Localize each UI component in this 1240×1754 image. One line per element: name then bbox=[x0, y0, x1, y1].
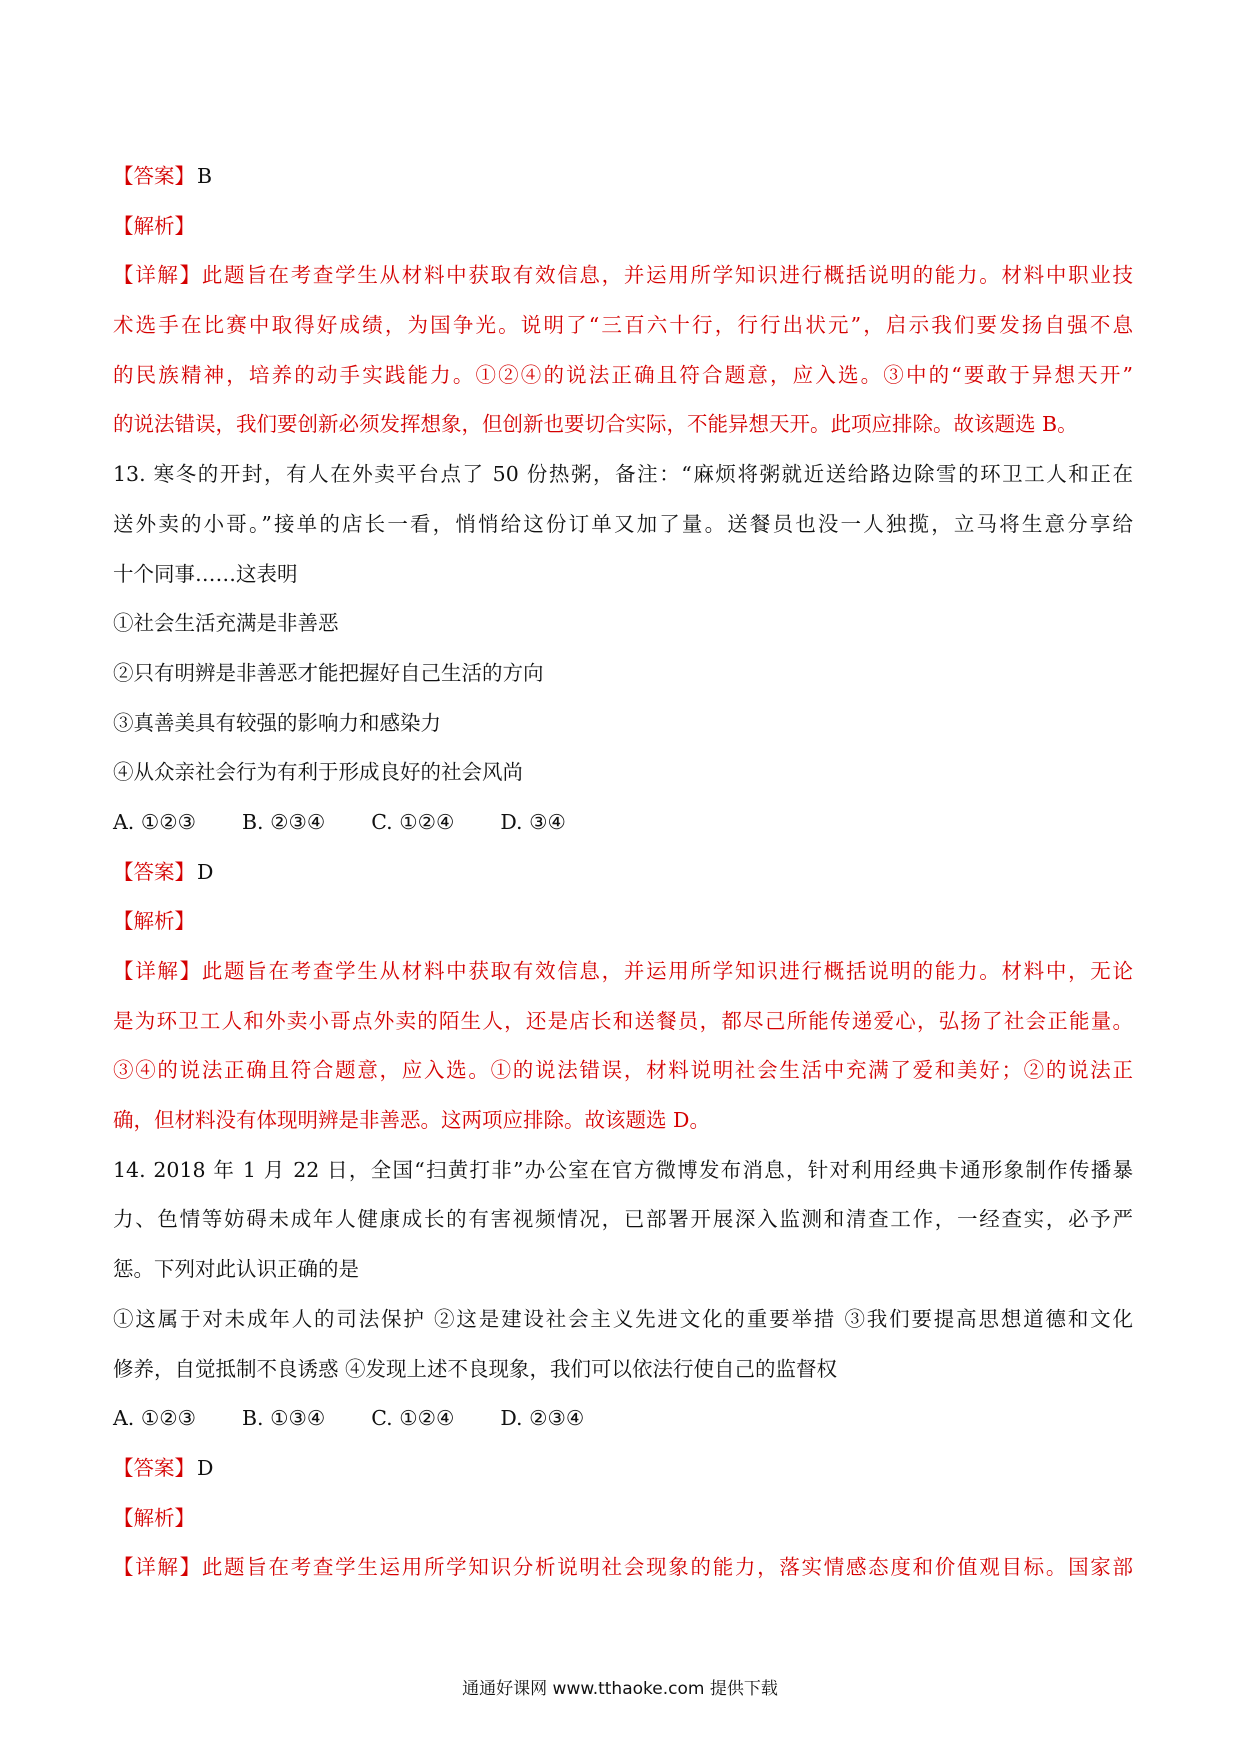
choice-a: A. ①②③ bbox=[113, 1406, 196, 1431]
answer-choices bbox=[113, 798, 1133, 848]
answer-label: 【答案】 bbox=[113, 859, 195, 884]
option-statement: ②只有明辨是非善恶才能把握好自己生活的方向 bbox=[113, 660, 544, 685]
option-statement: 修养，自觉抵制不良诱惑 ④发现上述不良现象，我们可以依法行使自己的监督权 bbox=[113, 1356, 838, 1381]
explanation-line: 术选手在比赛中取得好成绩，为国争光。说明了“三百六十行，行行出状元”，启示我们要发扬自强不息 bbox=[113, 313, 1133, 338]
question-stem-line: 十个同事……这表明 bbox=[113, 561, 298, 586]
explanation-line: 的民族精神，培养的动手实践能力。①②④的说法正确且符合题意，应入选。③中的“要敢于异想天开” bbox=[113, 362, 1133, 387]
answer-choices bbox=[113, 1394, 1133, 1444]
explanation-line: 是为环卫工人和外卖小哥点外卖的陌生人，还是店长和送餐员，都尽己所能传递爱心，弘扬了社会正能量。 bbox=[113, 1008, 1133, 1033]
option-statement: ③真善美具有较强的影响力和感染力 bbox=[113, 710, 441, 735]
page-footer: 通通好课网 www.tthaoke.com 提供下载 bbox=[462, 1679, 778, 1699]
question-stem-line: 送外卖的小哥。”接单的店长一看，悄悄给这份订单又加了量。送餐员也没一人独揽，立马将生意分享给 bbox=[113, 511, 1133, 536]
analysis-heading: 【解析】 bbox=[113, 1505, 195, 1530]
question-stem-line: 14. 2018 年 1 月 22 日，全国“扫黄打非”办公室在官方微博发布消息，针对利用经典卡通形象制作传播暴 bbox=[113, 1157, 1133, 1182]
explanation-line: 确，但材料没有体现明辨是非善恶。这两项应排除。故该题选 D。 bbox=[113, 1108, 710, 1133]
option-statement: ①这属于对未成年人的司法保护 ②这是建设社会主义先进文化的重要举措 ③我们要提高思想道德和文化 bbox=[113, 1306, 1133, 1331]
choice-b: B. ①③④ bbox=[241, 1406, 326, 1431]
explanation-line: 【详解】此题旨在考查学生运用所学知识分析说明社会现象的能力，落实情感态度和价值观目标。国家部 bbox=[113, 1555, 1133, 1580]
analysis-heading: 【解析】 bbox=[113, 909, 195, 934]
choice-d: D. ②③④ bbox=[500, 1406, 585, 1431]
answer-value: B bbox=[197, 164, 213, 188]
explanation-line: 的说法错误，我们要创新必须发挥想象，但创新也要切合实际，不能异想天开。此项应排除。故该题选 B。 bbox=[113, 412, 1078, 437]
option-statement: ④从众亲社会行为有利于形成良好的社会风尚 bbox=[113, 760, 523, 785]
choice-c: C. ①②④ bbox=[371, 809, 455, 834]
choice-a: A. ①②③ bbox=[113, 809, 196, 834]
answer-value: D bbox=[197, 1455, 214, 1480]
choice-d: D. ③④ bbox=[500, 809, 566, 834]
question-stem-line: 力、色情等妨碍未成年人健康成长的有害视频情况，已部署开展深入监测和清查工作，一经查实，必予严 bbox=[113, 1207, 1133, 1232]
answer-line bbox=[113, 848, 1133, 898]
explanation-line: 【详解】此题旨在考查学生从材料中获取有效信息，并运用所学知识进行概括说明的能力。材料中职业技 bbox=[113, 263, 1133, 288]
answer-label: 【答案】 bbox=[113, 1455, 195, 1480]
choice-b: B. ②③④ bbox=[241, 809, 326, 834]
question-stem-line: 惩。下列对此认识正确的是 bbox=[113, 1257, 359, 1282]
answer-value: D bbox=[197, 859, 214, 884]
answer-line bbox=[113, 152, 1133, 202]
answer-label: 【答案】 bbox=[113, 164, 195, 188]
page-content bbox=[113, 152, 1133, 1593]
option-statement: ①社会生活充满是非善恶 bbox=[113, 611, 339, 636]
explanation-line: 【详解】此题旨在考查学生从材料中获取有效信息，并运用所学知识进行概括说明的能力。材料中，无论 bbox=[113, 959, 1133, 983]
explanation-line: ③④的说法正确且符合题意，应入选。①的说法错误，材料说明社会生活中充满了爱和美好；②的说法正 bbox=[113, 1058, 1133, 1083]
answer-line bbox=[113, 1444, 1133, 1494]
question-stem-line: 13. 寒冬的开封，有人在外卖平台点了 50 份热粥，备注：“麻烦将粥就近送给路边除雪的环卫工人和正在 bbox=[113, 462, 1133, 487]
choice-c: C. ①②④ bbox=[371, 1406, 455, 1431]
analysis-heading: 【解析】 bbox=[113, 213, 195, 238]
